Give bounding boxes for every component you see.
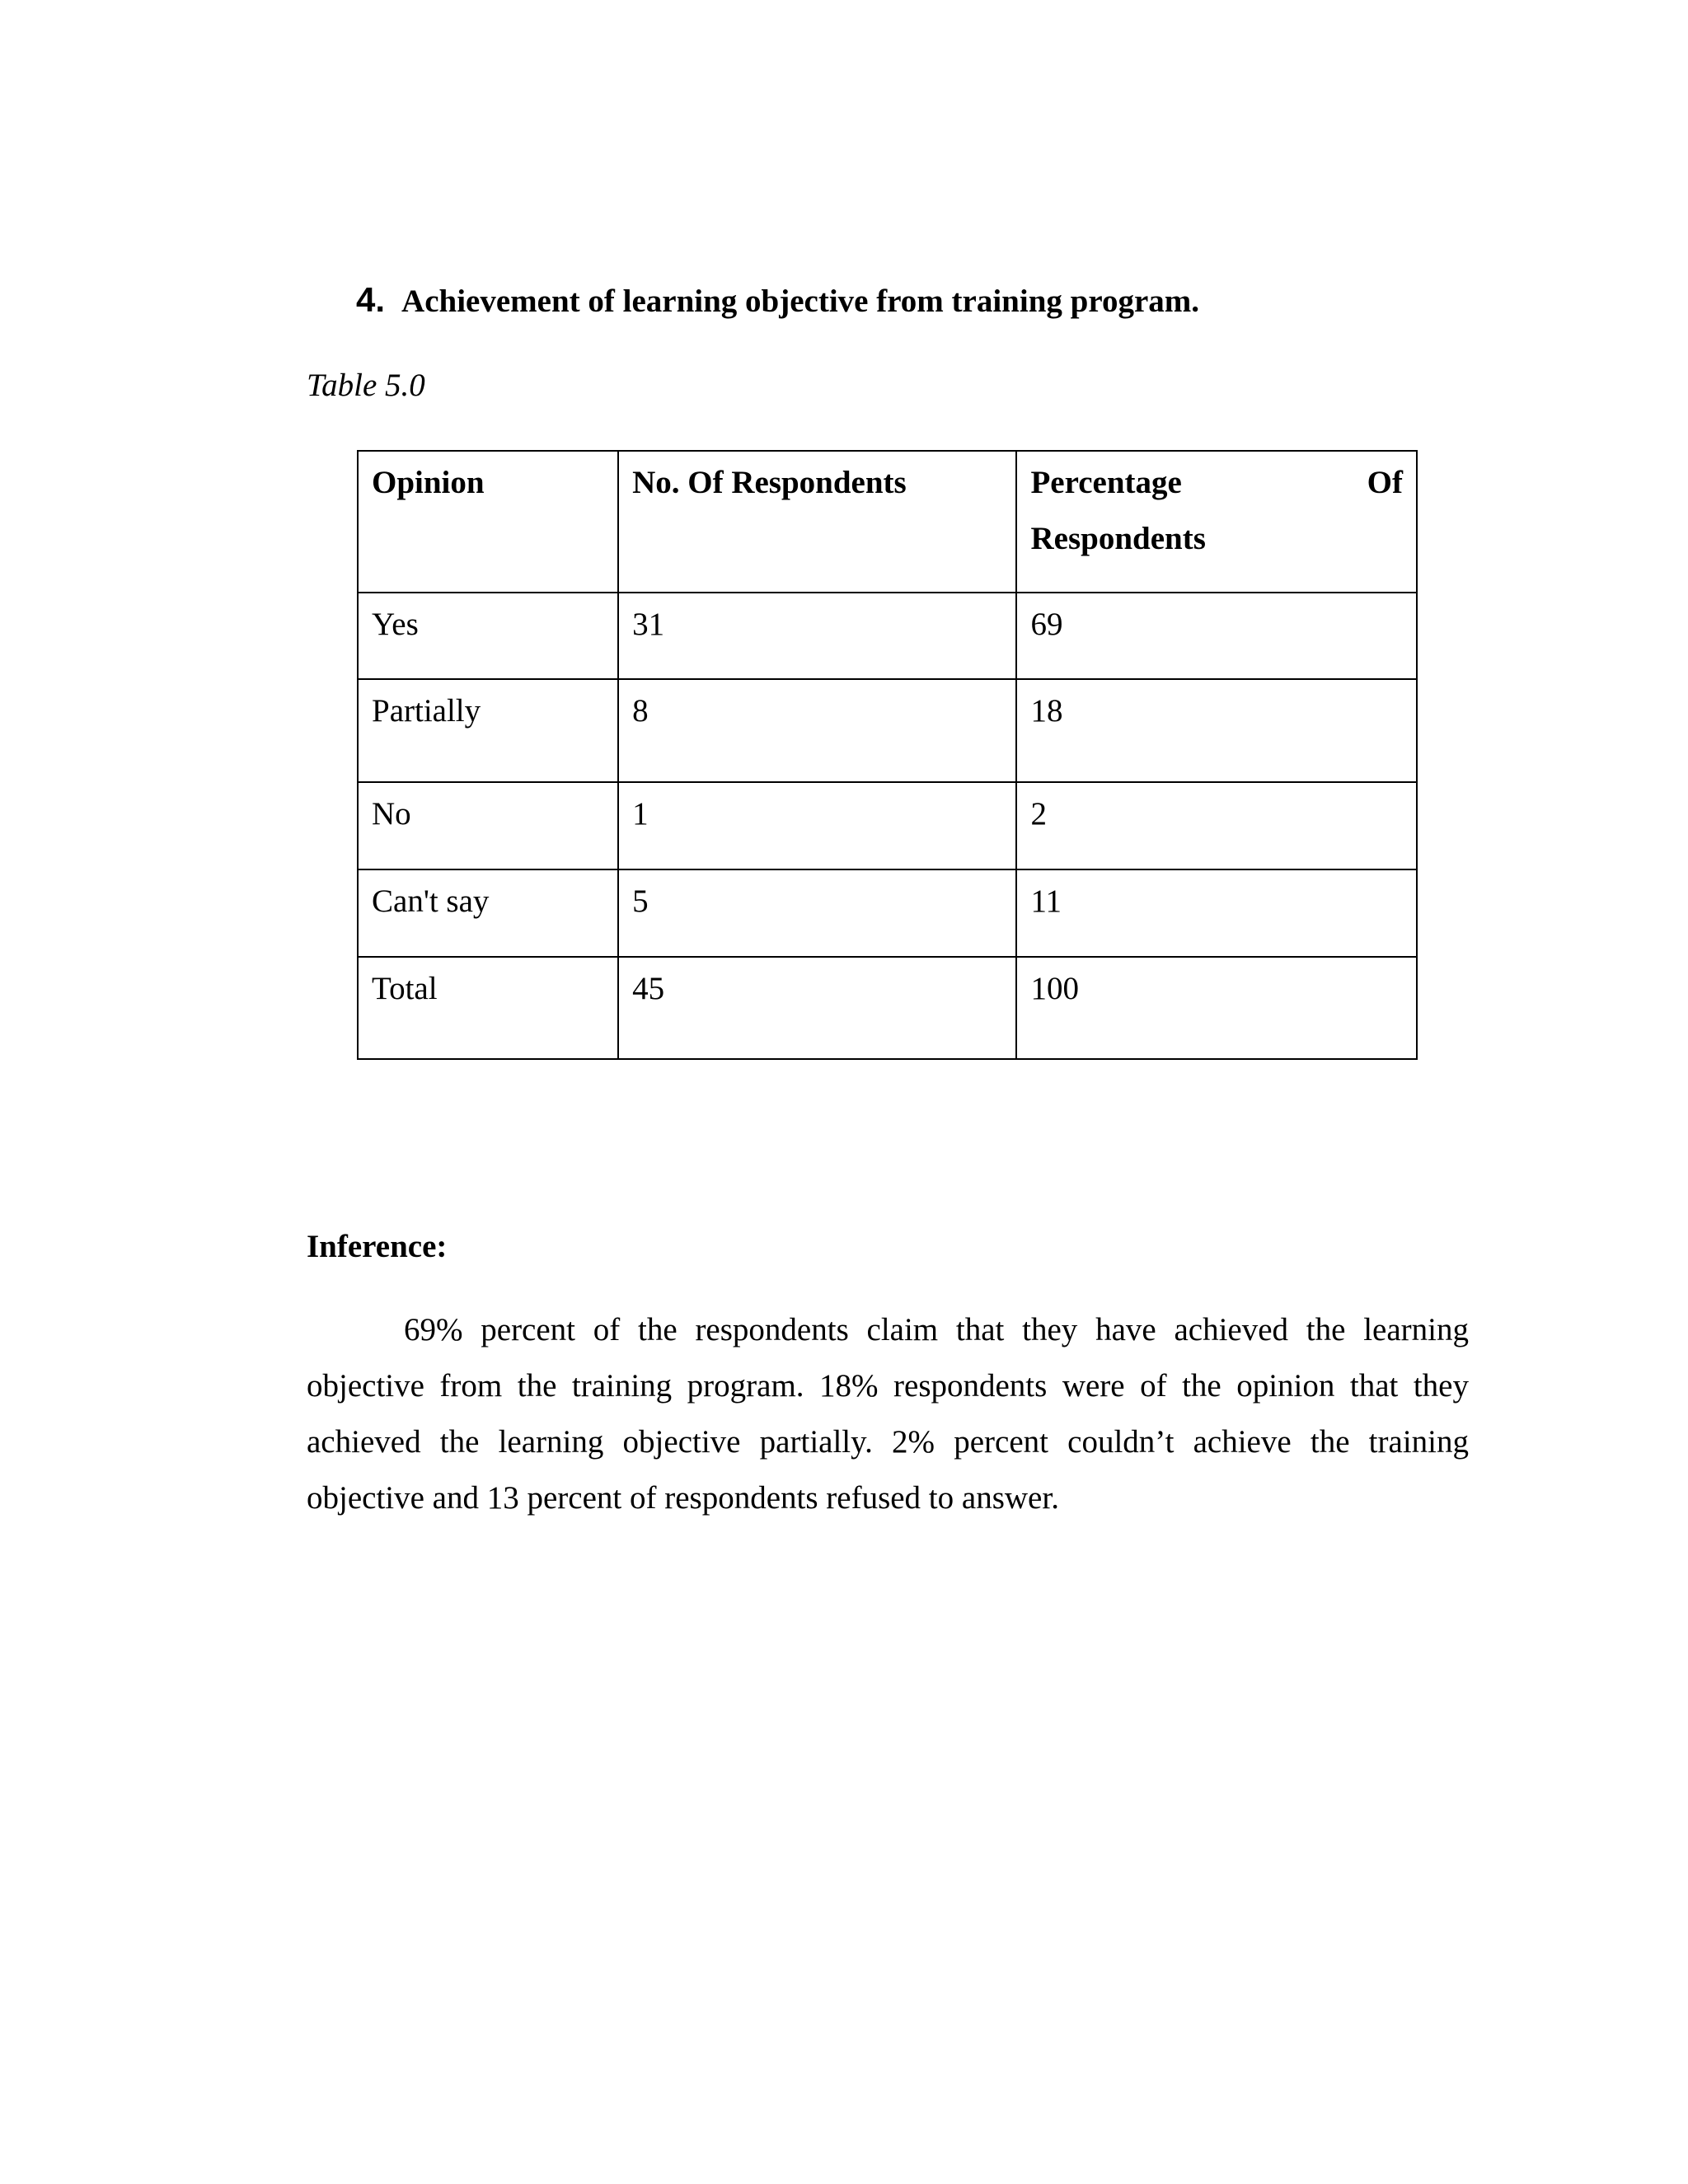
cell-opinion: Yes	[358, 593, 618, 679]
cell-count: 1	[618, 782, 1016, 869]
table-header-row	[358, 451, 1417, 593]
total-label: Total	[358, 957, 618, 1059]
inference-heading: Inference:	[307, 1229, 448, 1264]
section-number: 4.	[356, 280, 386, 319]
table-total-row	[358, 957, 1417, 1059]
respondents-table	[357, 450, 1418, 1060]
cell-opinion: Partially	[358, 679, 618, 782]
table-row	[358, 782, 1417, 869]
total-percent: 100	[1016, 957, 1417, 1059]
inference-paragraph: 69% percent of the respondents claim that they have achieved the learning objective from the training program. 18% respondents were of the opinion that they achieved the learning objective partially. 2% percent couldn’t achieve the training objective and 13 percent of respondents refused to answer.	[307, 1312, 1469, 1516]
cell-count: 5	[618, 869, 1016, 957]
total-count: 45	[618, 957, 1016, 1059]
cell-percent: 11	[1016, 869, 1417, 957]
section-heading	[356, 280, 1199, 320]
header-respondents-word: Respondents	[1030, 521, 1206, 556]
section-title: Achievement of learning objective from training program.	[401, 284, 1199, 319]
table-row	[358, 679, 1417, 782]
cell-percent: 2	[1016, 782, 1417, 869]
header-percentage-word: Percentage	[1030, 465, 1182, 500]
cell-count: 31	[618, 593, 1016, 679]
header-of-word: Of	[1367, 465, 1403, 500]
cell-percent: 69	[1016, 593, 1417, 679]
cell-opinion: No	[358, 782, 618, 869]
header-percentage	[1016, 451, 1417, 593]
table-caption: Table 5.0	[307, 368, 425, 403]
header-count: No. Of Respondents	[618, 451, 1016, 593]
cell-count: 8	[618, 679, 1016, 782]
cell-percent: 18	[1016, 679, 1417, 782]
table-row	[358, 593, 1417, 679]
cell-opinion: Can't say	[358, 869, 618, 957]
header-opinion: Opinion	[358, 451, 618, 593]
table-row	[358, 869, 1417, 957]
